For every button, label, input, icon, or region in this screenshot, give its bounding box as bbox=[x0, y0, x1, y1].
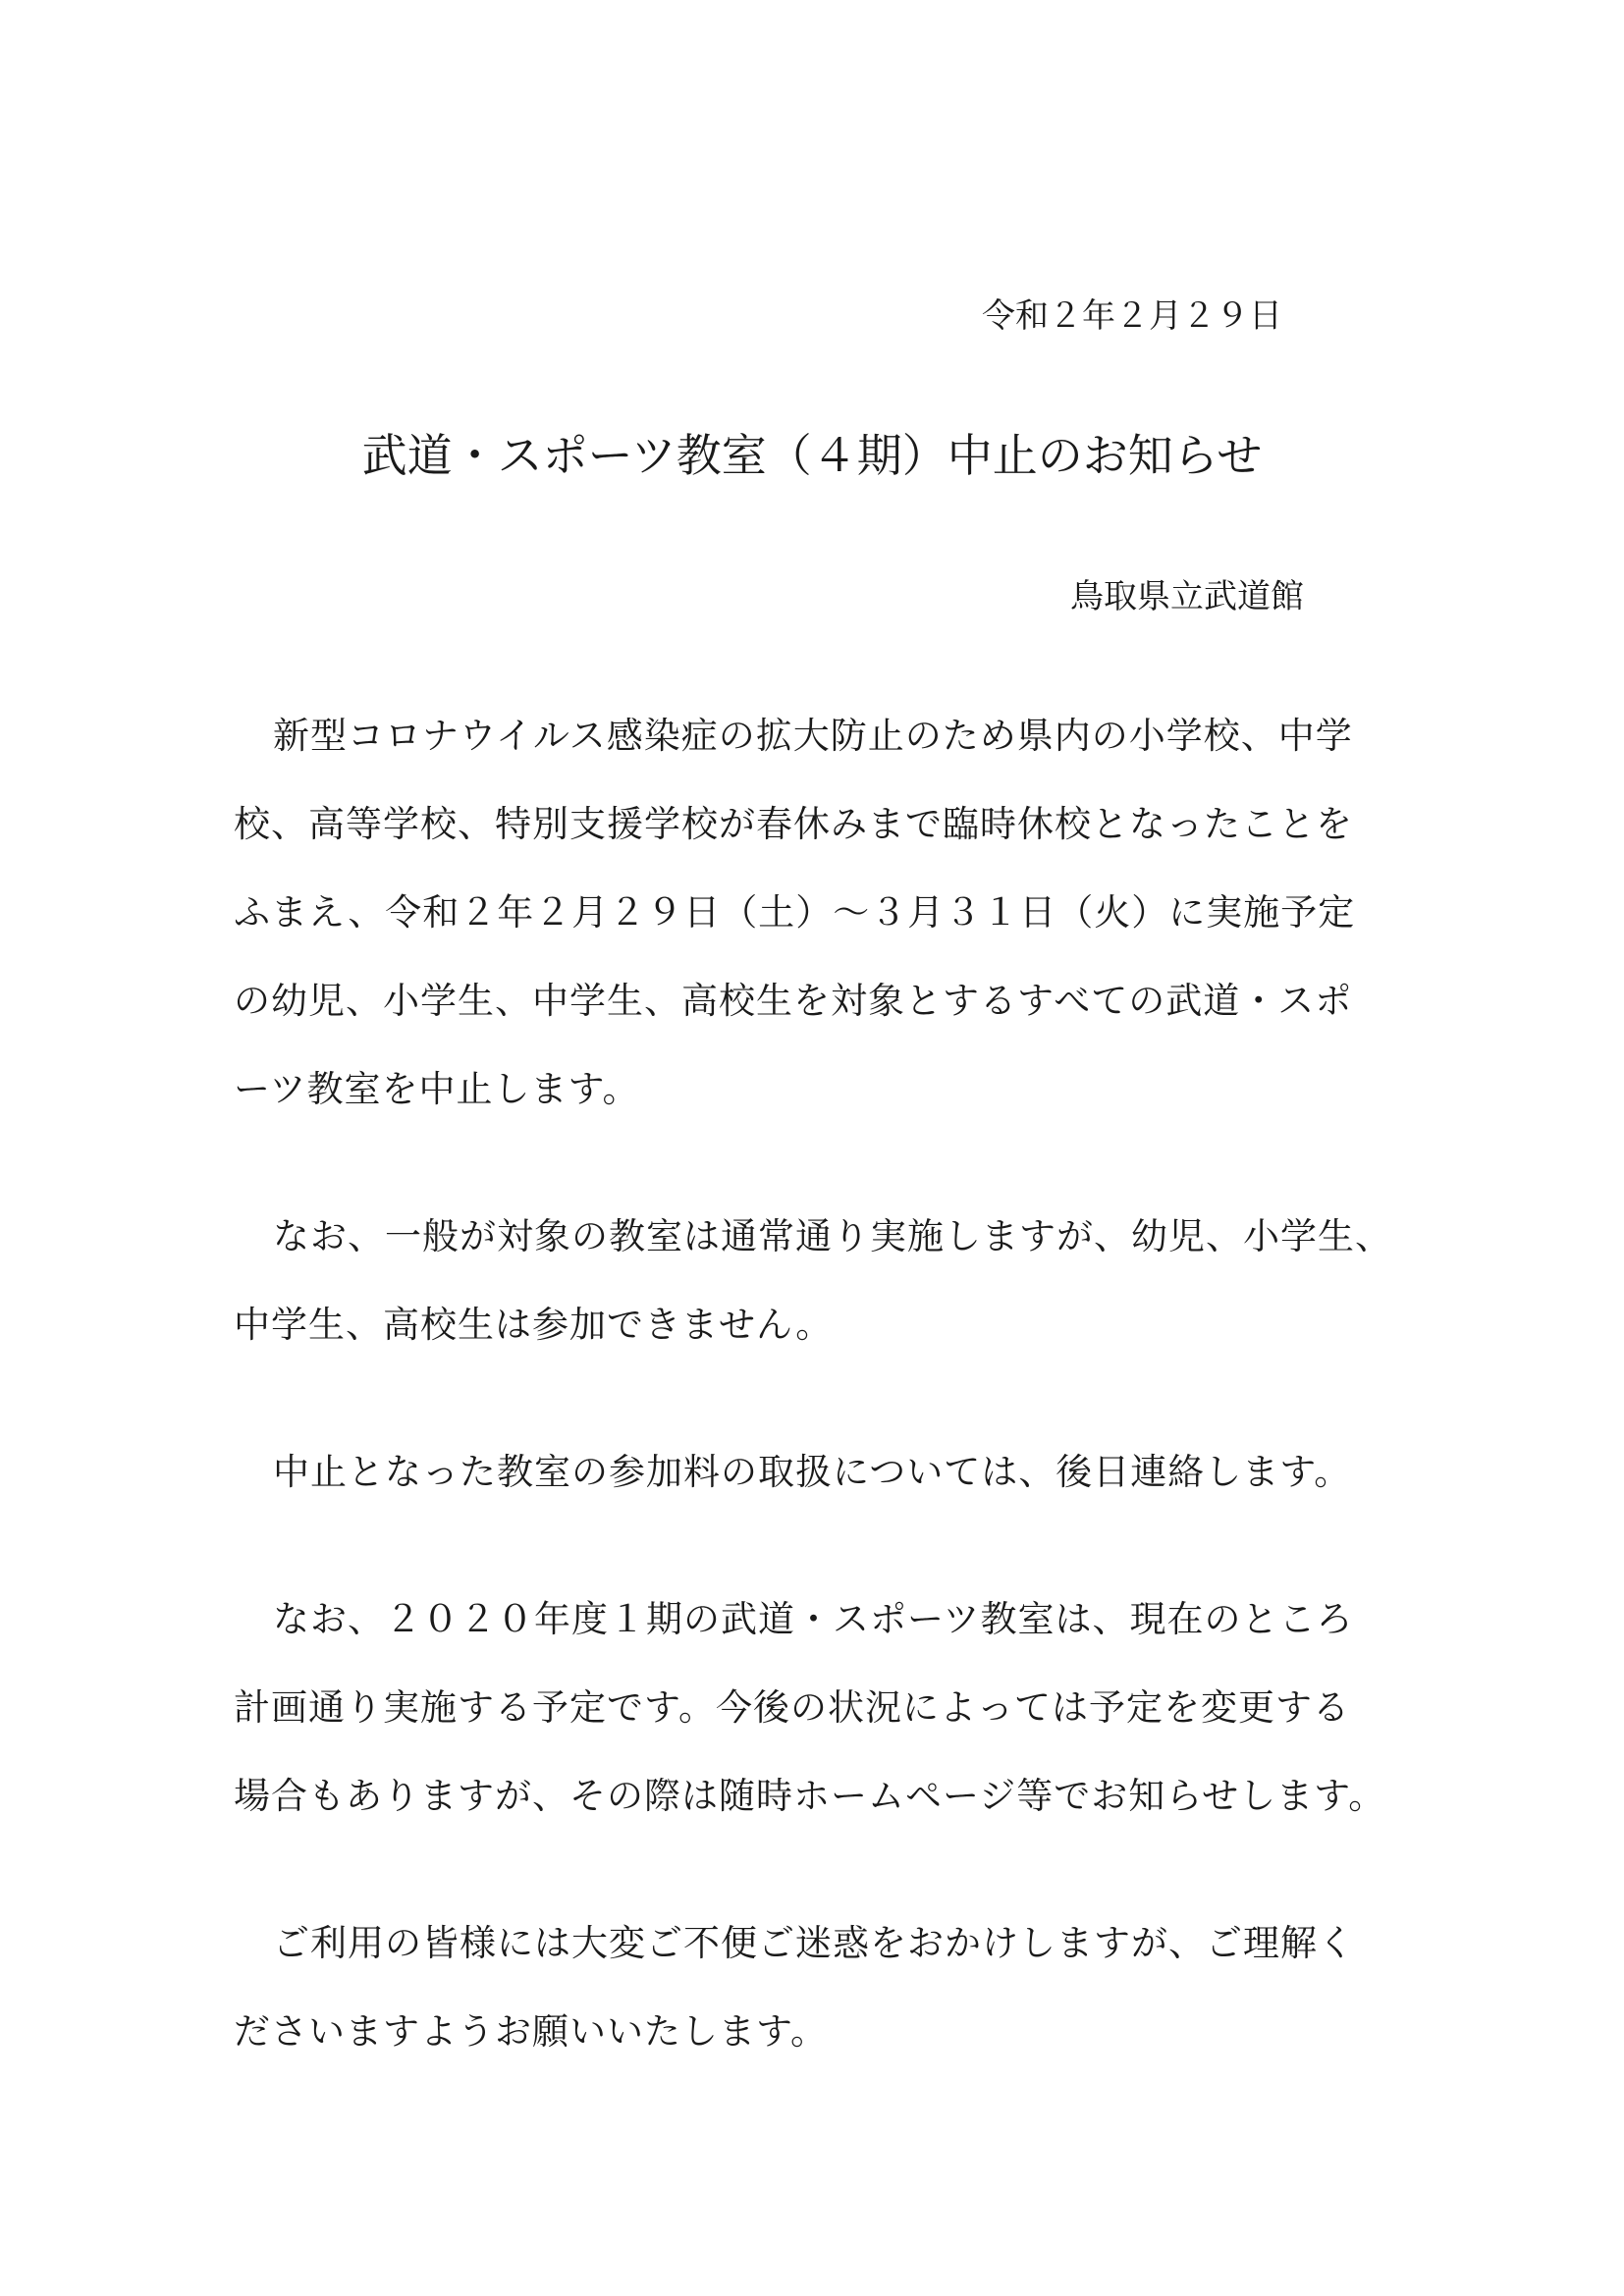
paragraph-5-line-1: ご利用の皆様には大変ご不便ご迷惑をおかけしますが、ご理解く bbox=[273, 1922, 1355, 1964]
paragraph-3-line-1: 中止となった教室の参加料の取扱については、後日連絡します。 bbox=[273, 1451, 1352, 1493]
document-date: 令和２年２月２９日 bbox=[982, 296, 1282, 336]
document-title: 武道・スポーツ教室（４期）中止のお知らせ bbox=[361, 429, 1263, 482]
paragraph-4-line-2: 計画通り実施する予定です。今後の状況によっては予定を変更する bbox=[234, 1686, 1351, 1729]
paragraph-4-line-1: なお、２０２０年度１期の武道・スポーツ教室は、現在のところ bbox=[273, 1598, 1354, 1640]
paragraph-5-line-2: ださいますようお願いいたします。 bbox=[234, 2010, 829, 2053]
paragraph-2-line-2: 中学生、高校生は参加できません。 bbox=[234, 1304, 834, 1346]
paragraph-1-line-5: ーツ教室を中止します。 bbox=[234, 1068, 640, 1110]
paragraph-1-line-4: の幼児、小学生、中学生、高校生を対象とするすべての武道・スポ bbox=[234, 980, 1353, 1022]
paragraph-1-line-1: 新型コロナウイルス感染症の拡大防止のため県内の小学校、中学 bbox=[273, 715, 1353, 757]
paragraph-4-line-3: 場合もありますが、その際は随時ホームページ等でお知らせします。 bbox=[234, 1775, 1386, 1817]
paragraph-1-line-3: ふまえ、令和２年２月２９日（土）～３月３１日（火）に実施予定 bbox=[234, 891, 1356, 934]
document-issuer: 鳥取県立武道館 bbox=[1070, 577, 1304, 616]
paragraph-2-line-1: なお、一般が対象の教室は通常通り実施しますが、幼児、小学生、 bbox=[273, 1215, 1392, 1257]
paragraph-1-line-2: 校、高等学校、特別支援学校が春休みまで臨時休校となったことを bbox=[234, 803, 1353, 845]
